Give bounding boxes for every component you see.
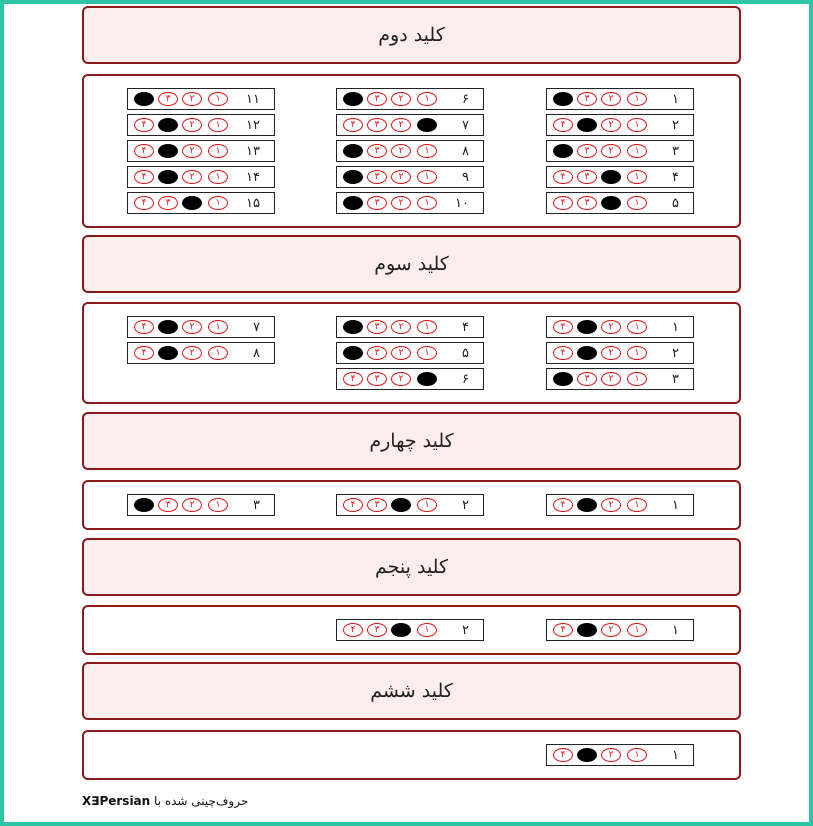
option-bubble-filled	[553, 92, 573, 106]
answer-row	[127, 316, 275, 338]
option-bubble: ۲	[601, 748, 621, 762]
option-bubble: ۱	[208, 170, 228, 184]
option-bubble: ۳	[158, 498, 178, 512]
answer-row	[336, 192, 484, 214]
option-bubble: ۱	[627, 346, 647, 360]
option-bubble-filled	[343, 346, 363, 360]
option-bubble: ۳	[367, 92, 387, 106]
answer-row	[546, 744, 694, 766]
answer-row	[546, 368, 694, 390]
answer-group	[82, 605, 741, 655]
option-bubble: ۴	[343, 372, 363, 386]
option-bubble-filled	[391, 623, 411, 637]
question-number: ۱	[672, 623, 679, 638]
option-bubble-filled	[158, 170, 178, 184]
question-number: ۲	[672, 346, 679, 361]
answer-row	[546, 166, 694, 188]
question-number: ۹	[462, 170, 469, 185]
answer-row	[336, 368, 484, 390]
question-number: ۱	[672, 498, 679, 513]
question-number: ۱	[672, 748, 679, 763]
section-title: کلید ششم	[82, 662, 741, 720]
option-bubble: ۱	[208, 346, 228, 360]
answer-row	[336, 316, 484, 338]
option-bubble: ۱	[417, 498, 437, 512]
option-bubble-filled	[601, 196, 621, 210]
answer-row	[546, 192, 694, 214]
option-bubble-filled	[391, 498, 411, 512]
question-number: ۱۰	[455, 196, 469, 211]
option-bubble: ۱	[627, 372, 647, 386]
option-bubble-filled	[343, 320, 363, 334]
question-number: ۱۵	[246, 196, 260, 211]
answer-row	[127, 166, 275, 188]
section-title: کلید سوم	[82, 235, 741, 293]
answer-row	[127, 494, 275, 516]
option-bubble-filled	[158, 144, 178, 158]
option-bubble: ۲	[182, 320, 202, 334]
question-number: ۴	[462, 320, 469, 335]
option-bubble: ۲	[391, 372, 411, 386]
answer-row	[546, 114, 694, 136]
option-bubble: ۴	[553, 170, 573, 184]
option-bubble: ۲	[601, 320, 621, 334]
option-bubble: ۱	[417, 346, 437, 360]
option-bubble: ۱	[417, 196, 437, 210]
option-bubble-filled	[134, 92, 154, 106]
option-bubble: ۲	[601, 92, 621, 106]
answer-row	[546, 619, 694, 641]
option-bubble: ۲	[182, 118, 202, 132]
question-number: ۱	[672, 92, 679, 107]
option-bubble: ۲	[391, 196, 411, 210]
option-bubble: ۲	[182, 498, 202, 512]
option-bubble: ۴	[134, 320, 154, 334]
answer-row	[336, 114, 484, 136]
answer-row	[546, 494, 694, 516]
option-bubble: ۱	[417, 170, 437, 184]
credit-text: حروف‌چینی شده با	[154, 794, 249, 808]
option-bubble-filled	[553, 144, 573, 158]
answer-row	[336, 140, 484, 162]
option-bubble: ۱	[627, 623, 647, 637]
option-bubble: ۱	[627, 320, 647, 334]
option-bubble-filled	[158, 320, 178, 334]
option-bubble: ۱	[417, 144, 437, 158]
option-bubble: ۴	[134, 196, 154, 210]
option-bubble: ۳	[367, 498, 387, 512]
question-number: ۶	[462, 372, 469, 387]
answer-row	[546, 140, 694, 162]
option-bubble: ۲	[391, 118, 411, 132]
question-number: ۱۲	[246, 118, 260, 133]
option-bubble: ۱	[627, 498, 647, 512]
option-bubble: ۳	[367, 623, 387, 637]
option-bubble-filled	[601, 170, 621, 184]
option-bubble-filled	[343, 170, 363, 184]
answer-group	[82, 730, 741, 780]
option-bubble: ۴	[553, 346, 573, 360]
option-bubble: ۴	[553, 623, 573, 637]
option-bubble: ۳	[367, 144, 387, 158]
question-number: ۷	[253, 320, 260, 335]
option-bubble: ۳	[367, 118, 387, 132]
question-number: ۳	[672, 144, 679, 159]
answer-row	[336, 342, 484, 364]
answer-group	[82, 74, 741, 228]
answer-row	[336, 494, 484, 516]
question-number: ۵	[462, 346, 469, 361]
option-bubble: ۱	[208, 118, 228, 132]
answer-key-page	[4, 4, 809, 822]
option-bubble: ۴	[343, 623, 363, 637]
question-number: ۱	[672, 320, 679, 335]
option-bubble: ۲	[601, 623, 621, 637]
option-bubble-filled	[577, 118, 597, 132]
option-bubble: ۴	[553, 320, 573, 334]
option-bubble: ۱	[417, 623, 437, 637]
option-bubble: ۱	[208, 144, 228, 158]
answer-row	[127, 88, 275, 110]
option-bubble: ۲	[391, 144, 411, 158]
option-bubble: ۲	[601, 144, 621, 158]
answer-row	[127, 342, 275, 364]
option-bubble-filled	[577, 320, 597, 334]
option-bubble: ۳	[367, 196, 387, 210]
option-bubble: ۳	[577, 92, 597, 106]
option-bubble: ۳	[577, 144, 597, 158]
option-bubble-filled	[343, 196, 363, 210]
option-bubble-filled	[577, 346, 597, 360]
option-bubble: ۳	[158, 92, 178, 106]
option-bubble: ۲	[601, 346, 621, 360]
question-number: ۳	[253, 498, 260, 513]
option-bubble: ۱	[208, 196, 228, 210]
question-number: ۱۴	[246, 170, 260, 185]
question-number: ۲	[672, 118, 679, 133]
option-bubble-filled	[134, 498, 154, 512]
answer-group	[82, 302, 741, 404]
option-bubble: ۲	[182, 144, 202, 158]
option-bubble: ۲	[182, 170, 202, 184]
option-bubble: ۱	[417, 92, 437, 106]
option-bubble: ۲	[182, 92, 202, 106]
option-bubble: ۱	[208, 498, 228, 512]
option-bubble: ۴	[343, 118, 363, 132]
option-bubble: ۲	[391, 170, 411, 184]
answer-row	[336, 166, 484, 188]
option-bubble: ۱	[627, 170, 647, 184]
answer-group	[82, 480, 741, 530]
option-bubble: ۲	[391, 92, 411, 106]
option-bubble: ۲	[601, 372, 621, 386]
question-number: ۸	[253, 346, 260, 361]
answer-row	[546, 342, 694, 364]
option-bubble: ۴	[553, 196, 573, 210]
answer-row	[336, 619, 484, 641]
option-bubble: ۴	[134, 170, 154, 184]
answer-row	[127, 114, 275, 136]
option-bubble: ۱	[627, 144, 647, 158]
section-title: کلید دوم	[82, 6, 741, 64]
section-title: کلید چهارم	[82, 412, 741, 470]
option-bubble-filled	[343, 92, 363, 106]
question-number: ۱۱	[246, 92, 260, 107]
option-bubble: ۴	[553, 748, 573, 762]
question-number: ۲	[462, 498, 469, 513]
option-bubble: ۳	[577, 372, 597, 386]
question-number: ۷	[462, 118, 469, 133]
option-bubble: ۳	[367, 170, 387, 184]
option-bubble-filled	[158, 118, 178, 132]
option-bubble: ۱	[627, 748, 647, 762]
question-number: ۱۳	[246, 144, 260, 159]
option-bubble: ۳	[367, 346, 387, 360]
answer-row	[336, 88, 484, 110]
option-bubble-filled	[158, 346, 178, 360]
option-bubble: ۴	[343, 498, 363, 512]
option-bubble: ۱	[417, 320, 437, 334]
option-bubble: ۱	[627, 196, 647, 210]
answer-row	[127, 140, 275, 162]
option-bubble: ۳	[158, 196, 178, 210]
typeset-credit	[82, 794, 248, 808]
option-bubble: ۱	[627, 118, 647, 132]
option-bubble: ۳	[577, 196, 597, 210]
option-bubble-filled	[417, 118, 437, 132]
xepersian-brand: X∃Persian	[82, 794, 151, 808]
option-bubble: ۱	[208, 320, 228, 334]
option-bubble: ۲	[391, 346, 411, 360]
option-bubble-filled	[577, 623, 597, 637]
option-bubble: ۴	[134, 346, 154, 360]
option-bubble: ۴	[553, 498, 573, 512]
option-bubble-filled	[343, 144, 363, 158]
question-number: ۵	[672, 196, 679, 211]
answer-row	[127, 192, 275, 214]
option-bubble-filled	[182, 196, 202, 210]
option-bubble-filled	[577, 748, 597, 762]
option-bubble: ۲	[182, 346, 202, 360]
option-bubble: ۲	[391, 320, 411, 334]
option-bubble: ۲	[601, 118, 621, 132]
option-bubble: ۴	[134, 118, 154, 132]
option-bubble-filled	[553, 372, 573, 386]
question-number: ۳	[672, 372, 679, 387]
answer-row	[546, 316, 694, 338]
section-title: کلید پنجم	[82, 538, 741, 596]
option-bubble: ۱	[208, 92, 228, 106]
option-bubble-filled	[577, 498, 597, 512]
question-number: ۸	[462, 144, 469, 159]
question-number: ۶	[462, 92, 469, 107]
option-bubble: ۱	[627, 92, 647, 106]
option-bubble: ۳	[367, 320, 387, 334]
option-bubble: ۴	[553, 118, 573, 132]
option-bubble: ۳	[577, 170, 597, 184]
option-bubble: ۴	[134, 144, 154, 158]
option-bubble: ۲	[601, 498, 621, 512]
question-number: ۴	[672, 170, 679, 185]
answer-row	[546, 88, 694, 110]
option-bubble: ۳	[367, 372, 387, 386]
question-number: ۲	[462, 623, 469, 638]
option-bubble-filled	[417, 372, 437, 386]
